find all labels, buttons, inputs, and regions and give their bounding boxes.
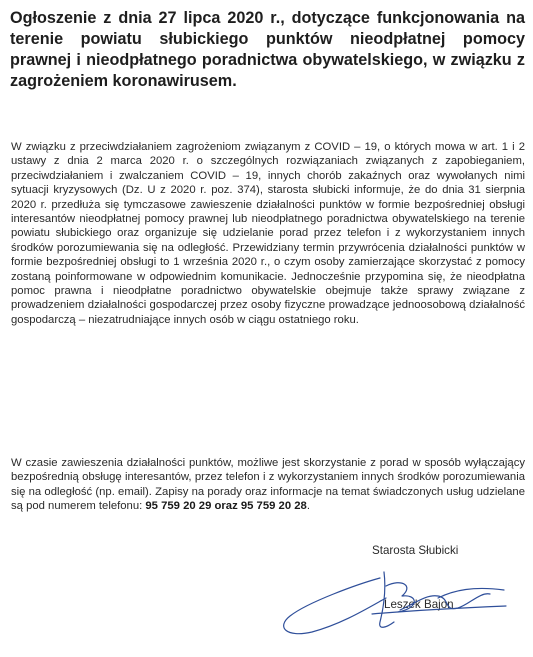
paragraph-contact	[11, 456, 525, 514]
signature-name: Leszek Bajon	[384, 598, 454, 611]
paragraph-contact-text: W czasie zawieszenia działalności punktów, możliwe jest skorzystanie z porad w sposób wyłączający bezpośrednią obsługę interesantów, przez telefon i z wykorzystaniem innych środków porozumiewania się na odległość (np. email). Zapisy na porady oraz informacje na temat świadczonych usług udzielane są pod numerem telefonu:	[11, 457, 525, 513]
paragraph-main: W związku z przeciwdziałaniem zagrożeniom związanym z COVID – 19, o których mowa w art. 1 i 2 ustawy z dnia 2 marca 2020 r. o szczególnych rozwiązaniach związanych z zapobieganiem, przeciwdziałaniem i zwalczaniem COVID – 19, innych chorób zakaźnych oraz wywołanych nimi sytuacji kryzysowych (Dz. U z 2020 r. poz. 374), starosta słubicki informuje, że do dnia 31 sierpnia 2020 r. przedłuża się tymczasowe zawieszenie działalności punktów w formie bezpośredniej obsługi interesantów nieodpłatnej pomocy prawnej lub nieodpłatnego poradnictwa obywatelskiego na terenie powiatu słubickiego oraz organizuje się udzielanie porad przez telefon i z wykorzystaniem innych środków porozumiewania się na odległość. Przewidziany termin przywrócenia działalności punktów w formie bezpośredniej obsługi to 1 września 2020 r., o czym osoby zamierzające skorzystać z pomocy zostaną poinformowane w odpowiednim komunikacie. Jednocześnie przypomina się, że nieodpłatna pomoc prawna i nieodpłatne poradnictwo obywatelskie obejmuje także sprawy związane z prowadzeniem działalności gospodarczej przez osoby fizyczne prowadzące jednoosobową działalność gospodarczą – niezatrudniające innych osób w ciągu ostatniego roku.	[11, 141, 525, 326]
handwritten-signature-icon	[268, 564, 520, 644]
phone-numbers: 95 759 20 29 oraz 95 759 20 28	[145, 500, 307, 513]
phone-suffix: .	[306, 500, 310, 513]
signature-title: Starosta Słubicki	[372, 544, 459, 557]
document-title: Ogłoszenie z dnia 27 lipca 2020 r., dotyczące funkcjonowania na terenie powiatu słubickiego punktów nieodpłatnej pomocy prawnej i nieodpłatnego poradnictwa obywatelskiego, w związku z zagrożeniem koronawirusem.	[10, 9, 525, 90]
